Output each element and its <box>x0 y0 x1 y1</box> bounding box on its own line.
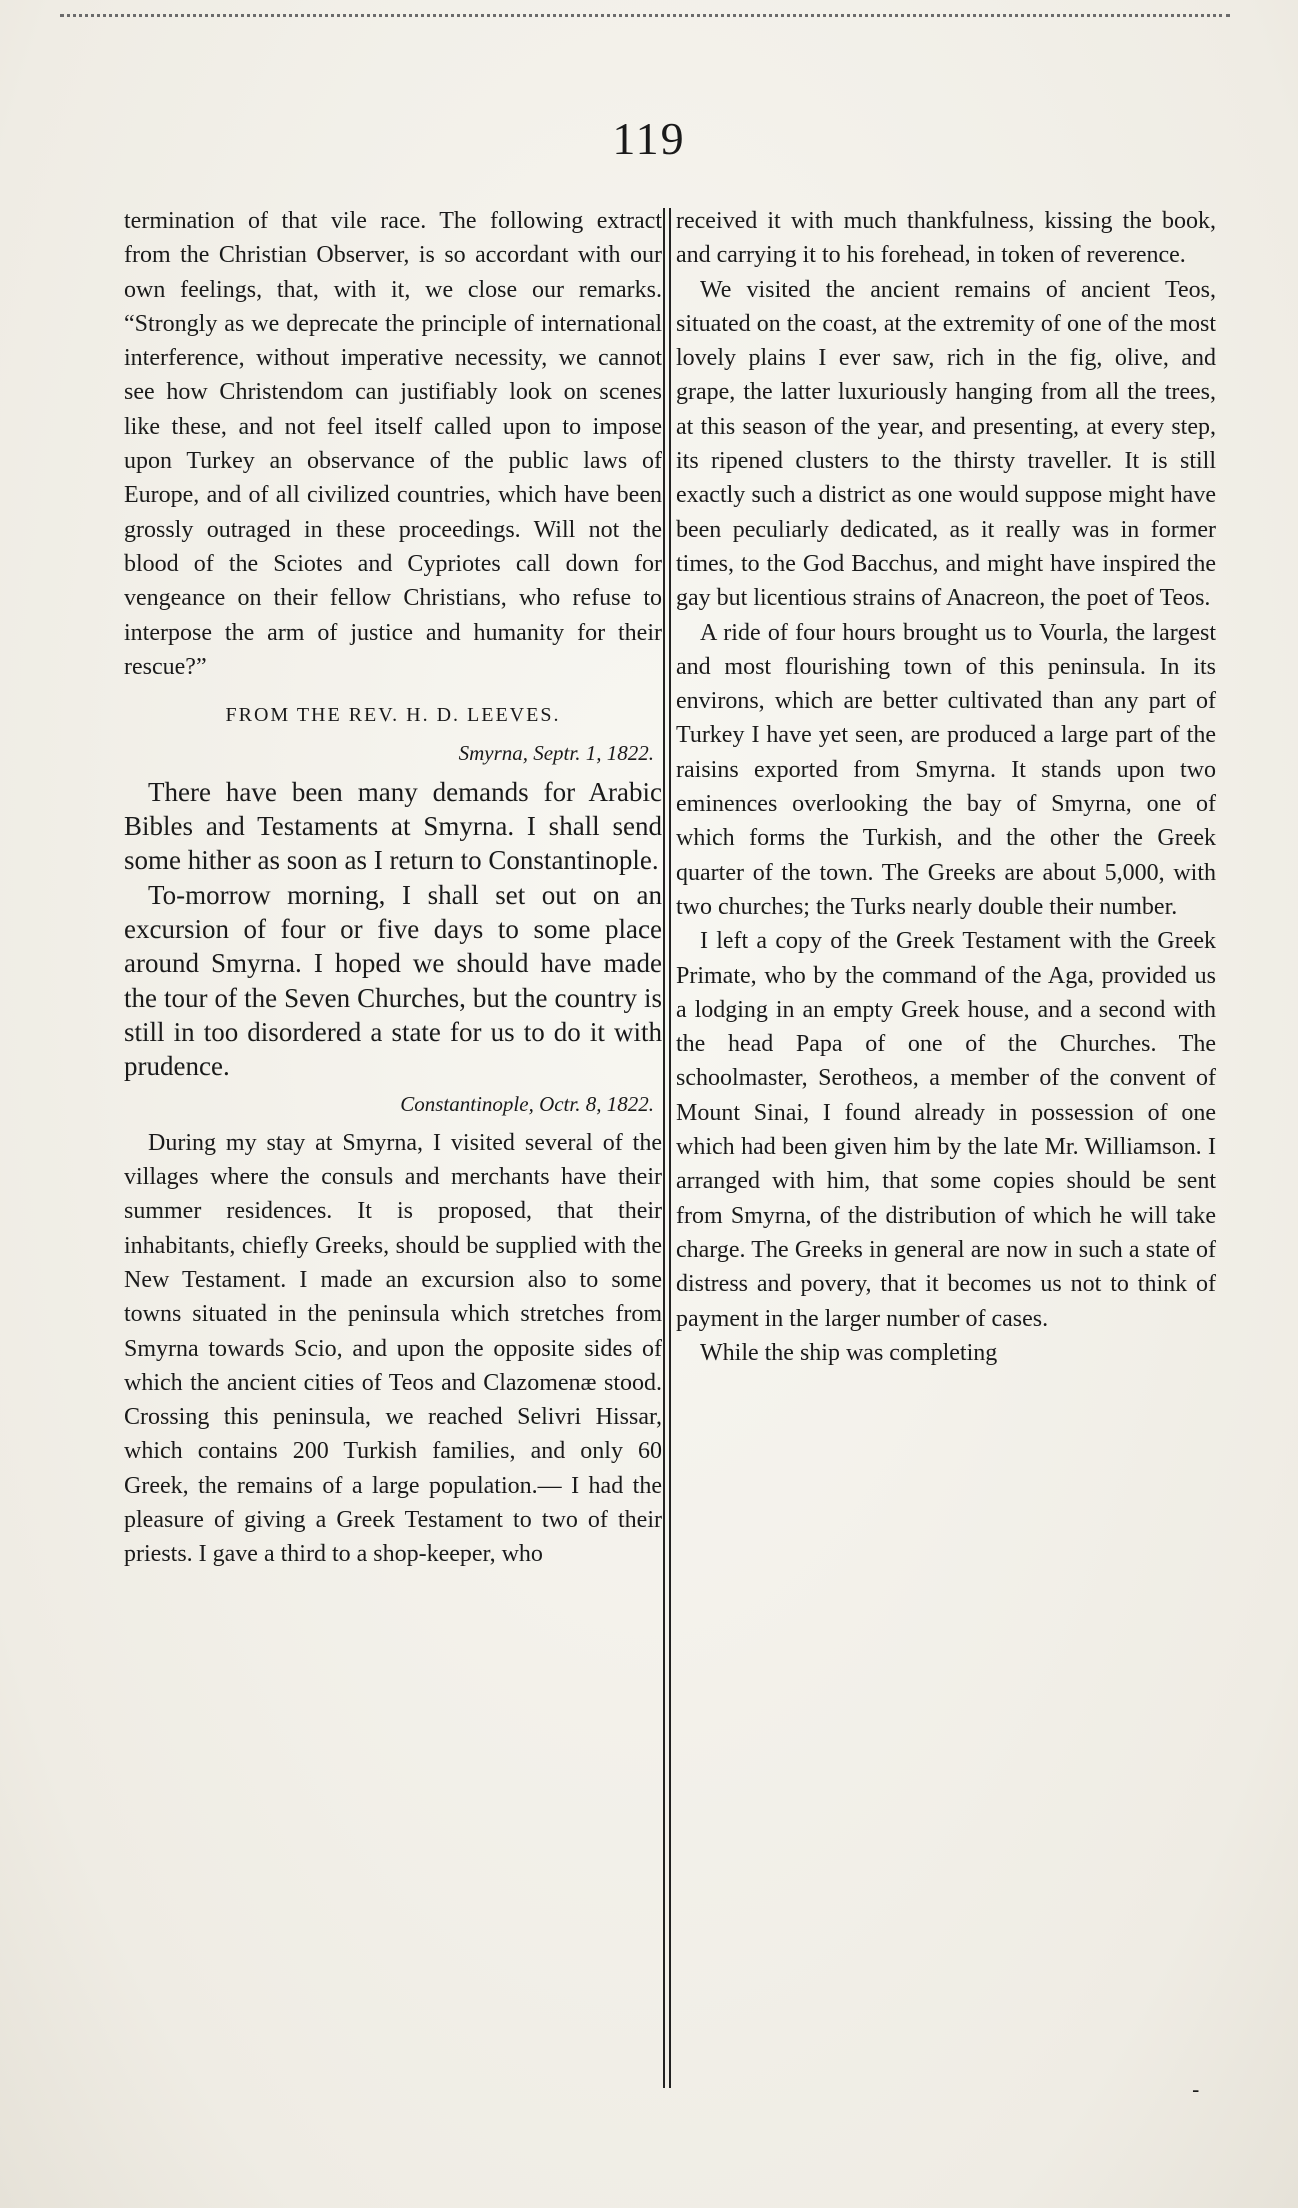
right-paragraph-5: While the ship was completing <box>700 1339 998 1366</box>
dateline-smyrna: Smyrna, Septr. 1, 1822. <box>458 741 654 766</box>
right-paragraph-3: A ride of four hours brought us to Vourla, the largest and most flourishing town of this peninsula. In its environs, which are better cultivated than any part of Turkey I have yet seen, are produced a large part of the raisins exported from Smyrna. It stands upon two eminences overlooking the bay of Smyrna, one of which forms the Turkish, and the other the Greek quarter of the town. The Greeks are about 5,000, with two churches; the Turks nearly double their number. <box>676 619 1216 920</box>
letter-heading: FROM THE REV. H. D. LEEVES. <box>225 704 561 727</box>
right-paragraph-2: We visited the ancient remains of ancient Teos, situated on the coast, at the extremity of one of the most lovely plains I ever saw, rich in the fig, olive, and grape, the latter luxuriously hanging from all the trees, at this season of the year, and presenting, at every step, its ripened clusters to the thirsty traveller. It is still exactly such a district as one would suppose might have been peculiarly dedicated, as it really was in former times, to the God Bacchus, and might have inspired the gay but licentious strains of Anacreon, the poet of Teos. <box>676 276 1216 612</box>
dateline-constantinople: Constantinople, Octr. 8, 1822. <box>400 1092 654 1117</box>
right-column <box>676 204 1216 1370</box>
left-paragraph-2: There have been many demands for Arabic Bibles and Testaments at Smyrna. I shall send some hither as soon as I return to Constantinople. <box>124 776 662 876</box>
left-paragraph-4: During my stay at Smyrna, I visited several of the villages where the consuls and merchants have their summer residences. It is proposed, that their inhabitants, chiefly Greeks, should be supplied with the New Testament. I made an excursion also to some towns situated in the peninsula which stretches from Smyrna towards Scio, and upon the opposite sides of which the ancient cities of Teos and Clazomenæ stood. Crossing this peninsula, we reached Selivri Hissar, which contains 200 Turkish families, and only 60 Greek, the remains of a large population.— I had the pleasure of giving a Greek Testament to two of their priests. I gave a third to a shop-keeper, who <box>124 1129 662 1568</box>
left-paragraph-1: termination of that vile race. The following extract from the Christian Observer, is so accordant with our own feelings, that, with it, we close our remarks. “Strongly as we deprecate the principle of international interference, without imperative necessity, we cannot see how Christendom can justifiably look on scenes like these, and not feel itself called upon to impose upon Turkey an observance of the public laws of Europe, and of all civilized countries, which have been grossly outraged in these proceedings. Will not the blood of the Sciotes and Cypriotes call down for vengeance on their fellow Christians, who refuse to interpose the arm of justice and humanity for their rescue?” <box>124 208 662 680</box>
left-paragraph-3: To-morrow morning, I shall set out on an excursion of four or five days to some place around Smyrna. I hoped we should have made the tour of the Seven Churches, but the country is still in too disordered a state for us to do it with prudence. <box>124 879 662 1082</box>
page-number: 119 <box>612 113 686 164</box>
top-rule <box>60 14 1230 17</box>
left-column <box>124 204 662 1572</box>
catchword: - <box>1192 2078 1201 2103</box>
column-divider <box>663 208 671 2088</box>
columns <box>108 204 1220 2124</box>
right-paragraph-1: received it with much thankfulness, kissing the book, and carrying it to his forehead, in token of reverence. <box>676 208 1216 269</box>
right-paragraph-4: I left a copy of the Greek Testament with the Greek Primate, who by the command of the Aga, provided us a lodging in an empty Greek house, and a second with the head Papa of one of the Churches. The schoolmaster, Serotheos, a member of the convent of Mount Sinai, I found already in possession of one which had been given him by the late Mr. Williamson. I arranged with him, that some copies should be sent from Smyrna, of the distribution of which he will take charge. The Greeks in general are now in such a state of distress and povery, that it becomes us not to think of payment in the larger number of cases. <box>676 928 1216 1332</box>
